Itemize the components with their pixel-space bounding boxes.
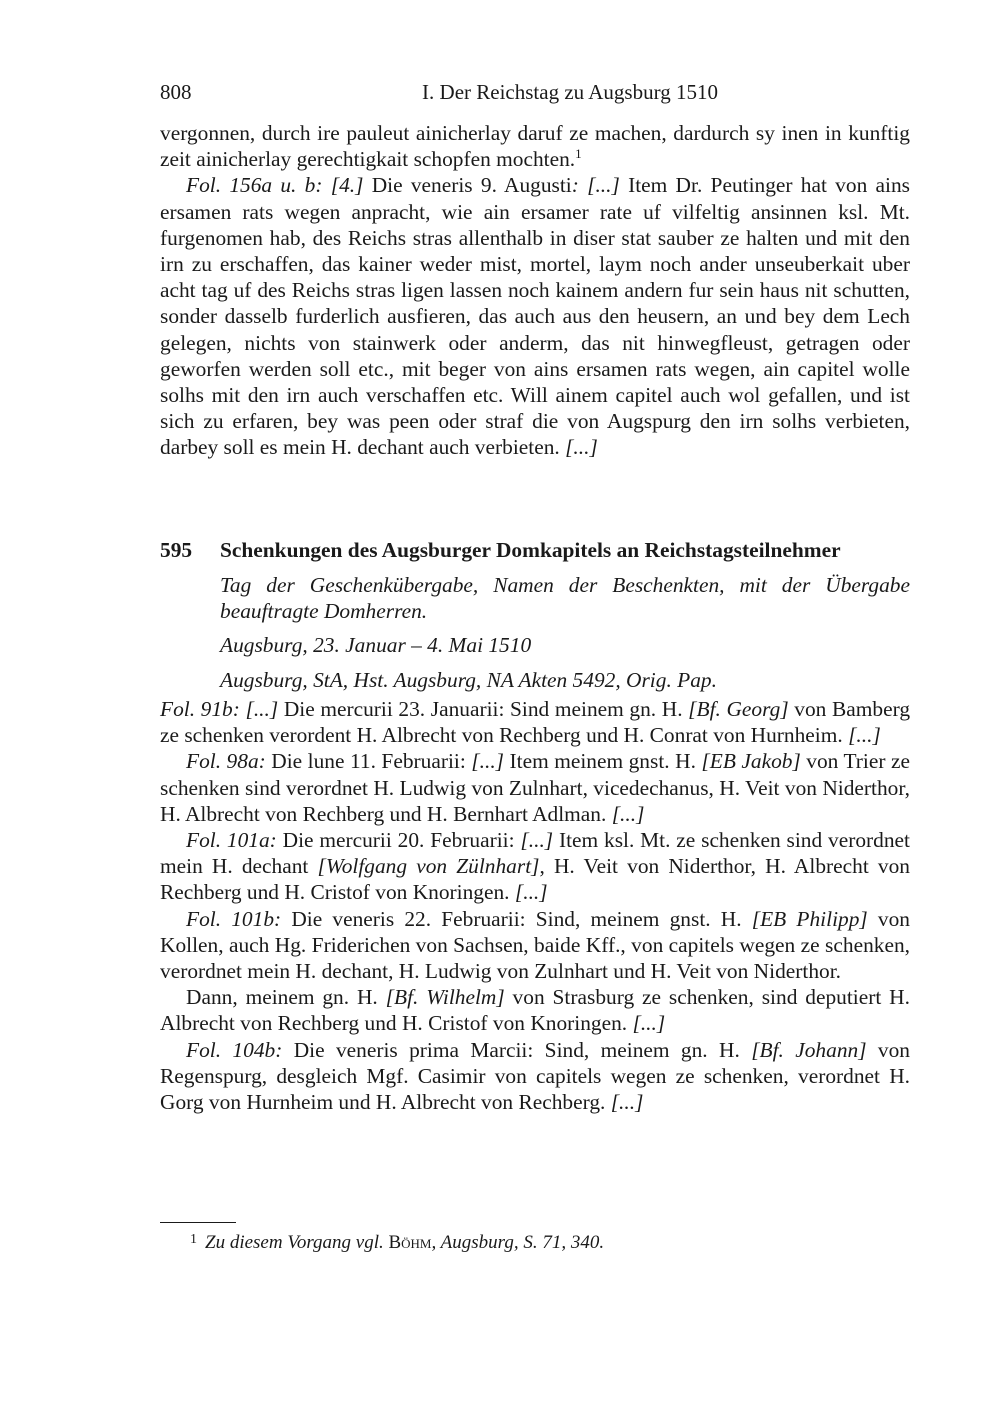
document-entries — [160, 696, 910, 1115]
folio-reference: Fol. 156a u. b: [4.] — [186, 173, 364, 198]
footnote — [160, 1228, 910, 1255]
entry-text: von Strasburg ze schenken, sind deputiert H. Albrecht von Rechberg und H. Cristof von Knoringen. — [160, 985, 910, 1036]
editorial-omission: : [...] — [571, 173, 620, 198]
entry-text: , H. Veit von Niderthor, H. Albrecht von Rechberg und H. Cristof von Knoringen. — [160, 854, 910, 905]
editorial-omission: [...] — [611, 801, 645, 826]
editorial-note: [Bf. Wilhelm] — [385, 985, 505, 1010]
entry-text: Die veneris 22. Februarii: Sind, meinem gnst. H. — [281, 906, 752, 931]
entry-text: Item meinem gnst. H. — [504, 749, 702, 774]
folio-reference: Fol. 101a: — [186, 828, 277, 853]
footnote-reference[interactable]: 1 — [575, 146, 582, 162]
document-header — [160, 536, 910, 693]
editorial-omission: [...] — [610, 1090, 644, 1115]
entry — [160, 1037, 910, 1116]
continuation-text — [160, 120, 910, 461]
entry-text: Die mercurii 20. Februarii: — [276, 828, 521, 853]
folio-reference: Fol. 101b: — [186, 906, 282, 931]
entry — [160, 696, 910, 748]
entry — [160, 827, 910, 906]
editorial-note: [EB Philipp] — [751, 906, 868, 931]
entry-text: Die veneris prima Marcii: Sind, meinem gn. H. — [282, 1037, 752, 1062]
document-summary: Tag der Geschenkübergabe, Namen der Beschenkten, mit der Übergabe beauftragte Domherren. — [220, 573, 910, 624]
entry-text: Item ksl. Mt. ze schenken sind verordnet mein H. dechant — [160, 828, 910, 879]
entry-text: Die mercurii 23. Januarii: Sind meinem gn. H. — [278, 697, 689, 721]
paragraph — [160, 172, 910, 460]
running-head — [160, 80, 910, 106]
document-number: 595 — [160, 538, 193, 562]
entry-text: Dann, meinem gn. H. — [186, 985, 386, 1010]
folio-reference: Fol. 98a: — [186, 749, 266, 774]
editorial-omission: [...] — [565, 435, 598, 460]
entry-text: von Kollen, auch Hg. Friderichen von Sachsen, baide Kff., von capitels wegen ze schenken, verordnet mein H. dechant, H. Ludwig von Zulnhart und H. Veit von Niderthor. — [160, 906, 910, 984]
editorial-note: [EB Jakob] — [701, 749, 801, 774]
page-number: 808 — [160, 80, 192, 104]
footnote-divider — [160, 1222, 236, 1223]
document-heading — [160, 536, 910, 564]
paragraph-text: Item Dr. Peutinger hat von ains ersamen rats wegen anpracht, wie ain ersamer rate uf vilfeltig ansinnen ksl. Mt. furgenomen hab, des Reichs stras allenthalb in diser stat sauber ze halten und mit den irn zu erschaffen, das kainer weder mist, mortel, laym noch ander unseuberkait uber acht tag uf des Reichs stras ligen lassen noch kainem andern fur sein haus nit schutten, sonder dasselb furderlich ausfieren, das auch aus den heusern, an und bey dem Lech gelegen, nichts von stainwerk oder anderm, das nit hinwegfleust, getragen oder geworfen werden soll etc., mit beger von ains ersamen rats wegen, ain capitel wolle solhs mit den irn auch verschaffen etc. Will ainem capitel auch wol gefallen, und ist sich zu erfaren, bey was peen oder straf die von Augspurg den irn solhs verbieten, darbey soll es mein H. dechant auch verbieten. — [160, 173, 910, 460]
editorial-omission: [...] — [848, 723, 881, 748]
footnote-author: Böhm — [388, 1232, 432, 1253]
paragraph-text: vergonnen, durch ire pauleut ainicherlay daruf ze machen, dardurch sy inen in kunftig zeit ainicherlay gerechtigkait schopfen mochten. — [160, 121, 910, 172]
paragraph — [160, 120, 910, 172]
entry — [160, 906, 910, 985]
footnote-mark: 1 — [190, 1232, 197, 1247]
entry — [160, 984, 910, 1036]
editorial-note: [Bf. Johann] — [751, 1037, 867, 1062]
entry — [160, 748, 910, 827]
editorial-omission: [...] — [632, 1011, 666, 1036]
running-title: I. Der Reichstag zu Augsburg 1510 — [422, 80, 718, 104]
editorial-omission: [...] — [514, 880, 548, 905]
editorial-note: [Wolfgang von Zülnhart] — [317, 854, 540, 879]
paragraph-text: Die veneris 9. Augusti — [363, 173, 572, 198]
entry-text: von Bamberg ze schenken verordent H. Albrecht von Rechberg und H. Conrat von Hurnheim. — [160, 697, 911, 748]
folio-reference: Fol. 91b: [...] — [160, 697, 279, 721]
document-date: Augsburg, 23. Januar – 4. Mai 1510 — [220, 633, 532, 658]
document-source: Augsburg, StA, Hst. Augsburg, NA Akten 5492, Orig. Pap. — [220, 667, 717, 692]
entry-text: von Trier ze schenken sind verordnet H. Ludwig von Zulnhart, vicedechanus, H. Veit von Niderthor, H. Albrecht von Rechberg und H. Bernhart Adlman. — [160, 749, 910, 826]
footnote-text: Zu diesem Vorgang vgl. — [205, 1232, 389, 1253]
editorial-note: [Bf. Georg] — [688, 697, 789, 721]
folio-reference: Fol. 104b: — [186, 1037, 283, 1062]
editorial-omission: [...] — [520, 828, 554, 853]
entry-text: von Regenspurg, desgleich Mgf. Casimir von capitels wegen ze schenken, verordnet H. Gorg von Hurnheim und H. Albrecht von Rechberg. — [160, 1037, 911, 1115]
footnote-text: , Augsburg, S. 71, 340. — [431, 1232, 605, 1253]
entry-text: Die lune 11. Februarii: — [265, 749, 472, 774]
document-title: Schenkungen des Augsburger Domkapitels an Reichstagsteilnehmer — [220, 538, 841, 562]
document-meta — [220, 572, 910, 693]
editorial-omission: [...] — [471, 749, 504, 774]
